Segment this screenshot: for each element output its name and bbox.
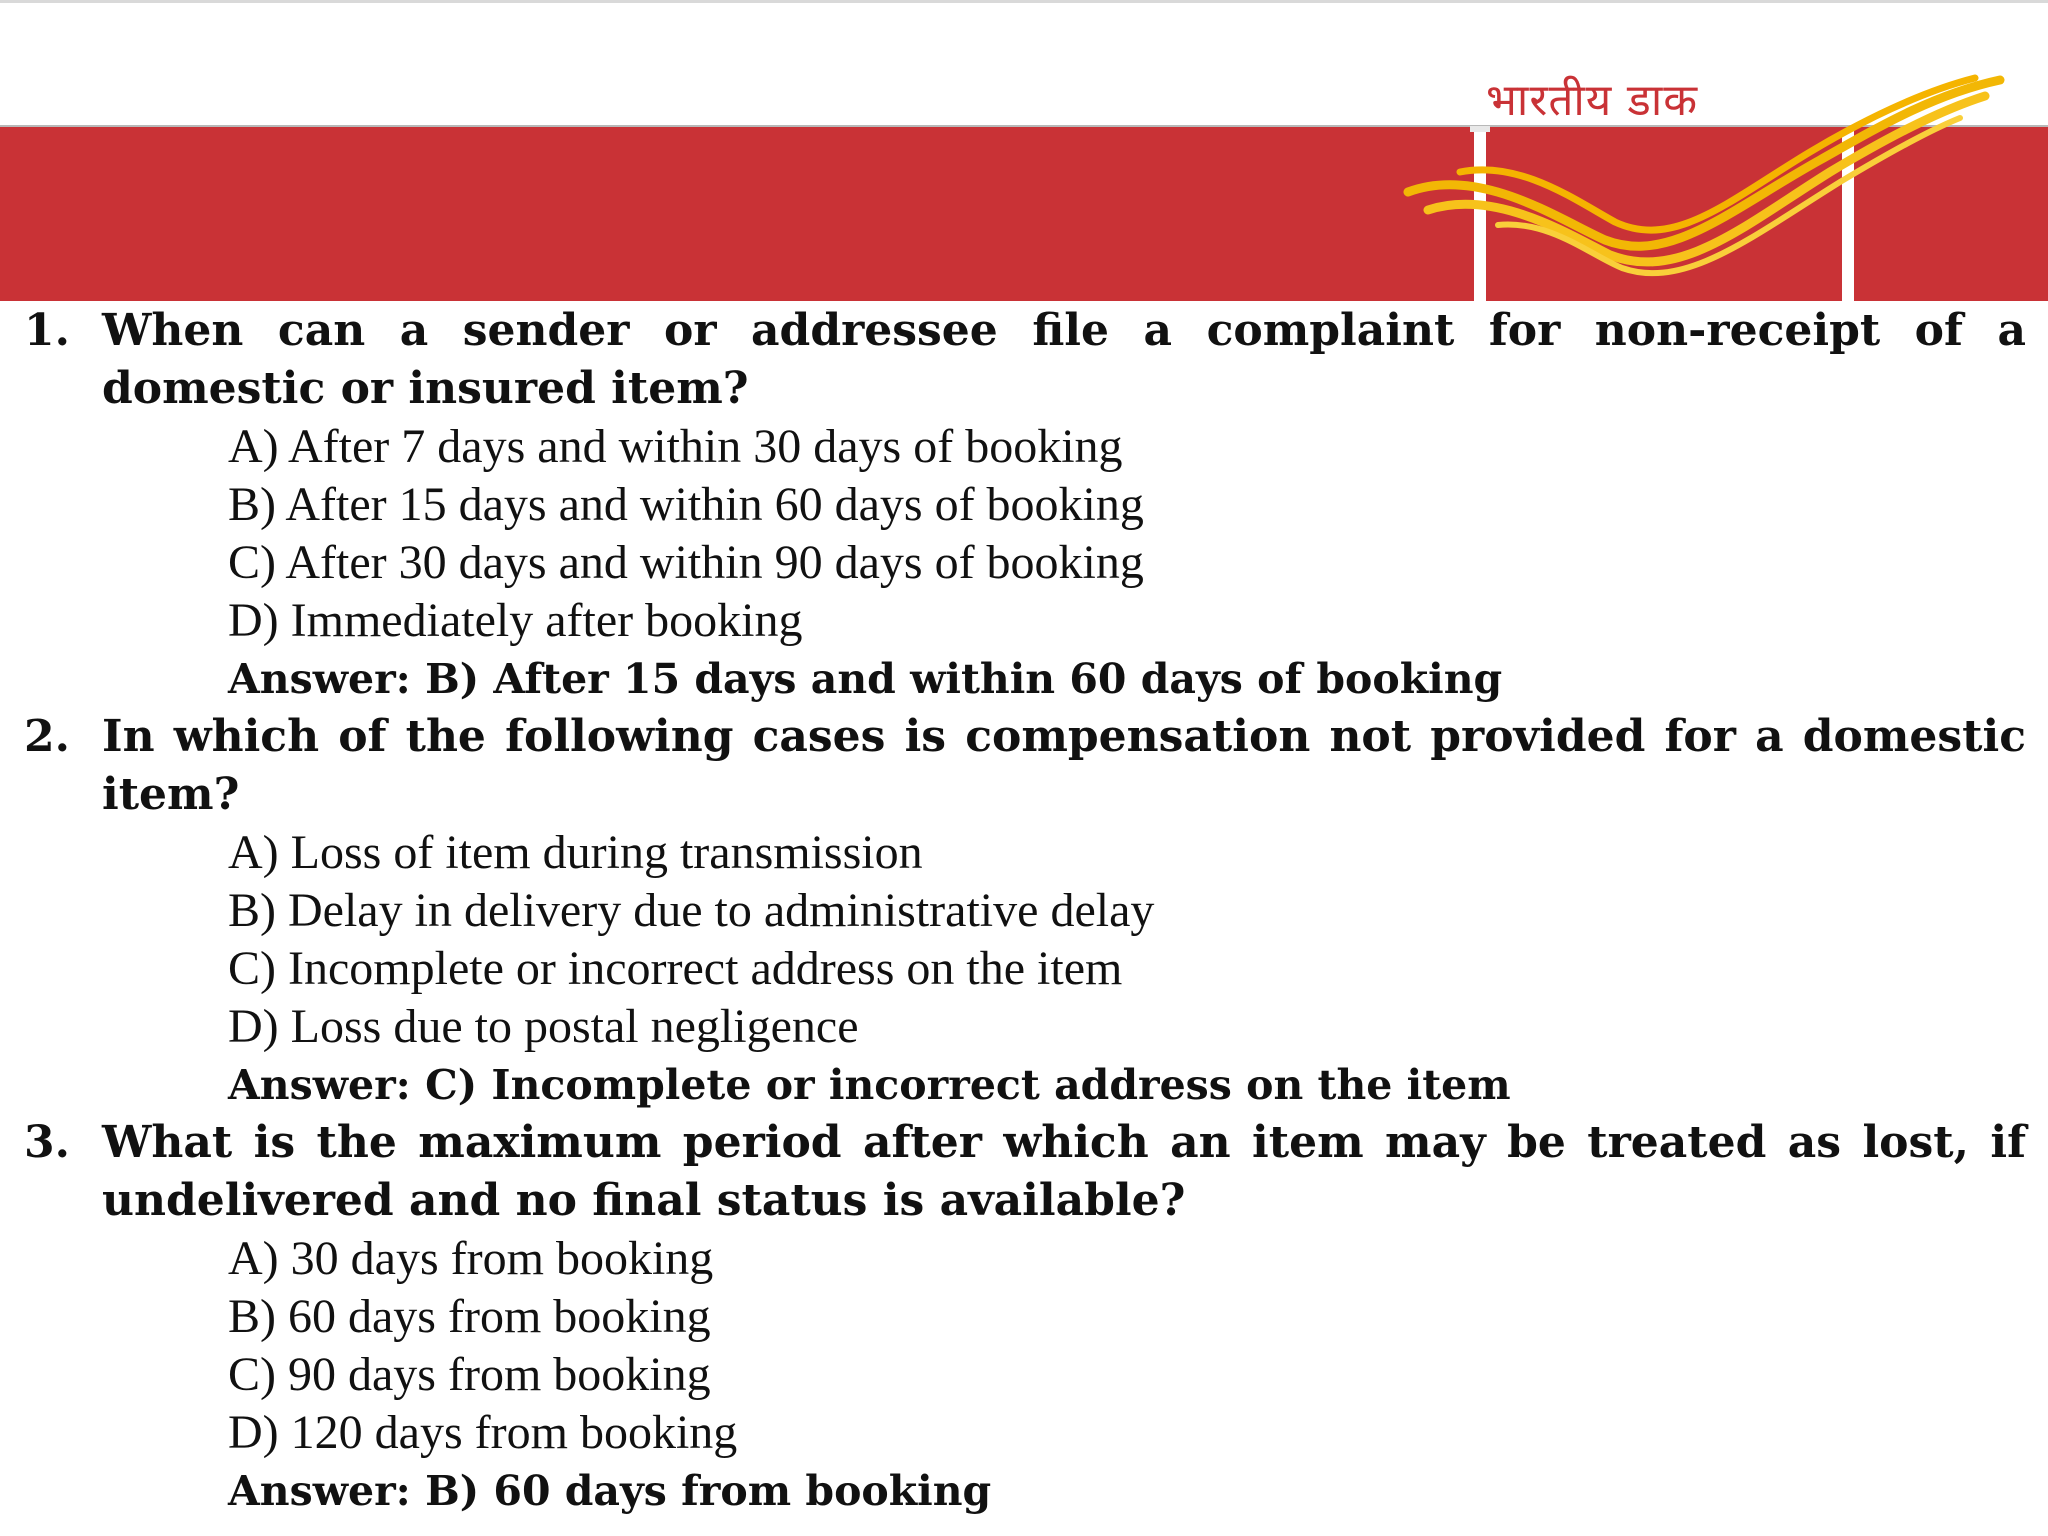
question-text	[0, 708, 2048, 824]
option-d: D) Loss due to postal negligence	[228, 1000, 859, 1053]
option-d: D) 120 days from booking	[228, 1406, 738, 1459]
option-b: B) Delay in delivery due to administrative delay	[228, 884, 1155, 937]
option-d: D) Immediately after booking	[228, 594, 803, 647]
question-text	[0, 302, 2048, 418]
question-number: 2.	[24, 711, 70, 762]
question-stem: What is the maximum period after which an item may be treated as lost, if undelivered and no final status is available?	[102, 1117, 2026, 1226]
option-b: B) 60 days from booking	[228, 1290, 711, 1343]
question-stem: In which of the following cases is compensation not provided for a domestic item?	[102, 711, 2026, 820]
question-2	[0, 708, 2048, 1114]
top-border	[0, 0, 2048, 3]
question-list	[0, 302, 2048, 1520]
option-a: A) 30 days from booking	[228, 1232, 714, 1285]
option-b: B) After 15 days and within 60 days of booking	[228, 478, 1144, 531]
question-3	[0, 1114, 2048, 1520]
logo-text: भारतीय डाक	[1486, 75, 1699, 126]
question-number: 1.	[24, 305, 70, 356]
option-c: C) Incomplete or incorrect address on the item	[228, 942, 1123, 995]
option-c: C) 90 days from booking	[228, 1348, 711, 1401]
option-a: A) After 7 days and within 30 days of booking	[228, 420, 1123, 473]
answer-line: Answer: C) Incomplete or incorrect address on the item	[228, 1061, 1511, 1109]
question-text	[0, 1114, 2048, 1230]
answer-line: Answer: B) 60 days from booking	[228, 1467, 992, 1515]
india-post-logo	[1400, 60, 2040, 302]
option-c: C) After 30 days and within 90 days of booking	[228, 536, 1144, 589]
option-a: A) Loss of item during transmission	[228, 826, 923, 879]
question-number: 3.	[24, 1117, 70, 1168]
question-stem: When can a sender or addressee file a complaint for non-receipt of a domestic or insured item?	[102, 305, 2026, 414]
question-1	[0, 302, 2048, 708]
answer-line: Answer: B) After 15 days and within 60 days of booking	[228, 655, 1503, 703]
